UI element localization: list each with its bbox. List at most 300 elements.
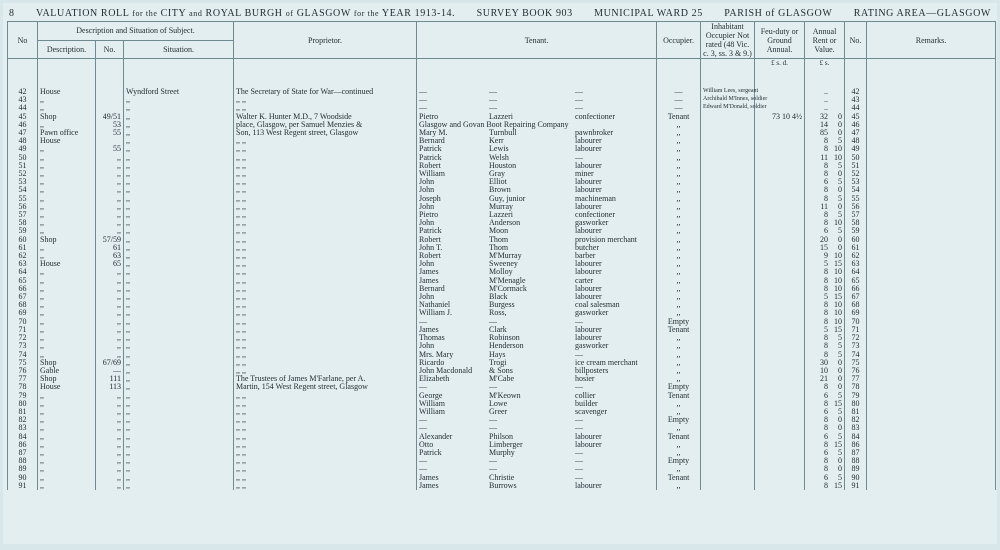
tenant-occupation: — <box>575 456 584 466</box>
tenant-first-name: John <box>419 341 435 351</box>
row-number-right: 45 <box>845 113 867 121</box>
rent-pounds: 8 <box>824 300 829 310</box>
row-tenant <box>417 375 657 383</box>
rent-shillings: 5 <box>838 406 843 416</box>
row-tenant <box>417 433 657 441</box>
row-number-right: 59 <box>845 227 867 235</box>
row-feu-duty <box>755 268 805 276</box>
row-number: 57 <box>8 211 38 219</box>
row-remarks <box>867 154 996 162</box>
row-remarks <box>867 121 996 129</box>
row-feu-duty <box>755 334 805 342</box>
row-situation: ,, <box>124 252 234 260</box>
rent-pounds: 8 <box>824 423 829 433</box>
row-remarks <box>867 301 996 309</box>
row-description: ,, <box>38 219 96 227</box>
tenant-first-name: James <box>419 324 439 334</box>
tenant-surname: Thom <box>489 234 509 244</box>
row-remarks <box>867 326 996 334</box>
rent-pounds: 14 <box>820 119 829 129</box>
row-remarks <box>867 392 996 400</box>
row-street-number: ,, <box>96 195 124 203</box>
row-occupier: ,, <box>657 154 701 162</box>
rent-pounds: 6 <box>824 406 829 416</box>
rent-pounds: 6 <box>824 431 829 441</box>
row-situation: ,, <box>124 260 234 268</box>
row-occupier: Empty <box>657 457 701 465</box>
tenant-occupation: labourer <box>575 324 602 334</box>
row-number: 91 <box>8 482 38 490</box>
row-street-number: ,, <box>96 227 124 235</box>
row-remarks <box>867 367 996 375</box>
rent-pounds: 8 <box>824 439 829 449</box>
tenant-surname: Murray <box>489 201 514 211</box>
row-proprietor: ,, ,, <box>234 367 417 375</box>
rent-pounds: 30 <box>820 357 829 367</box>
row-number-right: 55 <box>845 195 867 203</box>
row-street-number: ,, <box>96 203 124 211</box>
row-situation: ,, <box>124 121 234 129</box>
row-number: 89 <box>8 465 38 473</box>
rent-shillings: 15 <box>834 398 843 408</box>
row-tenant <box>417 88 657 96</box>
tenant-surname: Robinson <box>489 333 520 343</box>
tenant-occupation: — <box>575 382 584 392</box>
row-number-right: 87 <box>845 449 867 457</box>
row-feu-duty <box>755 482 805 490</box>
row-inhabitant <box>701 441 755 449</box>
tenant-occupation: labourer <box>575 185 602 195</box>
tenant-surname: Elliot <box>489 177 507 187</box>
rent-pounds: 8 <box>824 415 829 425</box>
row-number-right: 54 <box>845 186 867 194</box>
row-occupier: ,, <box>657 293 701 301</box>
tenant-surname: — <box>489 456 498 466</box>
tenant-occupation: labourer <box>575 267 602 277</box>
tenant-surname: Welsh <box>489 152 509 162</box>
row-tenant <box>417 277 657 285</box>
row-feu-duty <box>755 219 805 227</box>
row-description: ,, <box>38 195 96 203</box>
tenant-first-name: George <box>419 390 443 400</box>
tenant-first-name: James <box>419 275 439 285</box>
row-proprietor: ,, ,, <box>234 441 417 449</box>
row-feu-duty <box>755 145 805 153</box>
row-number-right: 56 <box>845 203 867 211</box>
tenant-surname: Kerr <box>489 136 504 146</box>
row-occupier: ,, <box>657 268 701 276</box>
row-proprietor: ,, ,, <box>234 154 417 162</box>
row-tenant <box>417 400 657 408</box>
tenant-surname: Anderson <box>489 218 521 228</box>
row-remarks <box>867 252 996 260</box>
row-occupier: ,, <box>657 482 701 490</box>
title-part: CITY <box>160 7 186 19</box>
row-feu-duty <box>755 227 805 235</box>
row-occupier: Tenant <box>657 113 701 121</box>
row-tenant <box>417 457 657 465</box>
row-description: ,, <box>38 154 96 162</box>
row-number: 46 <box>8 121 38 129</box>
row-remarks <box>867 113 996 121</box>
tenant-occupation: labourer <box>575 144 602 154</box>
tenant-surname: & Sons <box>489 365 513 375</box>
row-occupier: Tenant <box>657 433 701 441</box>
row-proprietor: ,, ,, <box>234 293 417 301</box>
tenant-surname: Brown <box>489 185 511 195</box>
tenant-occupation: labourer <box>575 259 602 269</box>
row-remarks <box>867 375 996 383</box>
row-annual-rent <box>805 482 845 490</box>
title-part: ROYAL BURGH <box>205 7 283 19</box>
tenant-first-name: John Macdonald <box>419 365 473 375</box>
title-part: GLASGOW <box>296 7 351 19</box>
tenant-first-name: — <box>419 103 428 113</box>
row-tenant <box>417 170 657 178</box>
row-feu-duty <box>755 375 805 383</box>
row-number-right: 75 <box>845 359 867 367</box>
row-remarks <box>867 441 996 449</box>
row-occupier: ,, <box>657 219 701 227</box>
row-street-number: ,, <box>96 416 124 424</box>
rent-pounds: 5 <box>824 324 829 334</box>
row-number-right: 64 <box>845 268 867 276</box>
row-street-number: 53 <box>96 121 124 129</box>
row-feu-duty <box>755 383 805 391</box>
row-proprietor: ,, ,, <box>234 424 417 432</box>
row-inhabitant <box>701 219 755 227</box>
row-number: 68 <box>8 301 38 309</box>
tenant-occupation: labourer <box>575 333 602 343</box>
row-inhabitant <box>701 367 755 375</box>
row-street-number: ,, <box>96 342 124 350</box>
row-description: ,, <box>38 277 96 285</box>
row-number: 75 <box>8 359 38 367</box>
row-remarks <box>867 416 996 424</box>
row-inhabitant <box>701 211 755 219</box>
row-inhabitant <box>701 113 755 121</box>
row-inhabitant <box>701 342 755 350</box>
rent-pounds: 8 <box>824 160 829 170</box>
row-situation: ,, <box>124 203 234 211</box>
row-situation: ,, <box>124 154 234 162</box>
row-number-right: 66 <box>845 285 867 293</box>
row-tenant <box>417 252 657 260</box>
row-number: 81 <box>8 408 38 416</box>
tenant-first-name: John <box>419 177 435 187</box>
row-tenant <box>417 145 657 153</box>
row-proprietor: ,, ,, <box>234 416 417 424</box>
row-situation: ,, <box>124 416 234 424</box>
tenant-first-name: Otto <box>419 439 434 449</box>
row-number-right: 81 <box>845 408 867 416</box>
row-number-right: 76 <box>845 367 867 375</box>
row-situation: ,, <box>124 104 234 112</box>
row-feu-duty <box>755 211 805 219</box>
row-description: ,, <box>38 482 96 490</box>
row-number: 49 <box>8 145 38 153</box>
tenant-surname: Ross, <box>489 308 507 318</box>
row-feu-duty <box>755 162 805 170</box>
row-tenant <box>417 137 657 145</box>
row-street-number: ,, <box>96 293 124 301</box>
row-remarks <box>867 293 996 301</box>
row-description: ,, <box>38 351 96 359</box>
row-feu-duty <box>755 178 805 186</box>
tenant-occupation: carter <box>575 275 594 285</box>
rent-shillings: 5 <box>838 136 843 146</box>
rent-shillings: 0 <box>838 464 843 474</box>
row-feu-duty <box>755 236 805 244</box>
rent-shillings: 15 <box>834 259 843 269</box>
row-number: 53 <box>8 178 38 186</box>
row-number: 83 <box>8 424 38 432</box>
row-tenant <box>417 96 657 104</box>
row-description: ,, <box>38 408 96 416</box>
row-number: 42 <box>8 88 38 96</box>
row-number: 63 <box>8 260 38 268</box>
municipal-ward: MUNICIPAL WARD 25 <box>594 7 703 19</box>
row-tenant <box>417 441 657 449</box>
row-number: 45 <box>8 113 38 121</box>
row-number-right: 49 <box>845 145 867 153</box>
tenant-surname: Molloy <box>489 267 513 277</box>
rent-shillings: 10 <box>834 218 843 228</box>
rent-pounds: 6 <box>824 226 829 236</box>
row-proprietor: ,, ,, <box>234 449 417 457</box>
row-feu-duty <box>755 400 805 408</box>
tenant-first-name: John <box>419 201 435 211</box>
tenant-first-name: Patrick <box>419 144 442 154</box>
row-situation: ,, <box>124 178 234 186</box>
row-feu-duty <box>755 244 805 252</box>
row-remarks <box>867 318 996 326</box>
rent-shillings: 5 <box>838 210 843 220</box>
row-street-number: ,, <box>96 433 124 441</box>
rent-pounds: 8 <box>824 333 829 343</box>
tenant-occupation: labourer <box>575 177 602 187</box>
row-occupier: ,, <box>657 252 701 260</box>
tenant-first-name: John <box>419 218 435 228</box>
row-occupier: ,, <box>657 449 701 457</box>
row-feu-duty <box>755 424 805 432</box>
row-feu-duty <box>755 260 805 268</box>
row-tenant <box>417 285 657 293</box>
row-number: 79 <box>8 392 38 400</box>
row-proprietor: ,, ,, <box>234 482 417 490</box>
tenant-surname: Trogi <box>489 357 507 367</box>
tenant-first-name: Patrick <box>419 152 442 162</box>
row-proprietor: ,, ,, <box>234 457 417 465</box>
row-occupier: ,, <box>657 129 701 137</box>
row-proprietor: ,, ,, <box>234 285 417 293</box>
row-street-number: ,, <box>96 400 124 408</box>
row-inhabitant <box>701 285 755 293</box>
row-situation: ,, <box>124 474 234 482</box>
tenant-surname: Hays <box>489 349 506 359</box>
row-number-right: 42 <box>845 88 867 96</box>
row-number: 72 <box>8 334 38 342</box>
rent-pounds: 8 <box>824 185 829 195</box>
rent-pounds: 5 <box>824 259 829 269</box>
row-number-right: 47 <box>845 129 867 137</box>
tenant-first-name: Robert <box>419 160 441 170</box>
row-occupier: ,, <box>657 277 701 285</box>
row-number-right: 50 <box>845 154 867 162</box>
tenant-surname: Clark <box>489 324 507 334</box>
row-street-number: ,, <box>96 441 124 449</box>
tenant-surname: Thom <box>489 242 509 252</box>
row-proprietor: The Trustees of James M'Farlane, per A. <box>234 375 417 383</box>
row-feu-duty <box>755 309 805 317</box>
row-occupier: ,, <box>657 195 701 203</box>
row-description: ,, <box>38 326 96 334</box>
row-feu-duty <box>755 293 805 301</box>
row-inhabitant <box>701 351 755 359</box>
row-feu-duty <box>755 351 805 359</box>
col-situation: Situation. <box>124 40 234 59</box>
row-number: 48 <box>8 137 38 145</box>
row-tenant <box>417 383 657 391</box>
row-street-number: — <box>96 367 124 375</box>
row-description: ,, <box>38 334 96 342</box>
rent-shillings: 10 <box>834 275 843 285</box>
row-occupier: Empty <box>657 416 701 424</box>
row-proprietor: ,, ,, <box>234 392 417 400</box>
rent-pounds: 21 <box>820 374 829 384</box>
table-row <box>8 408 996 416</box>
tenant-occupation: — <box>575 464 584 474</box>
row-remarks <box>867 400 996 408</box>
rent-pounds: 8 <box>824 283 829 293</box>
row-number-right: 65 <box>845 277 867 285</box>
row-number: 74 <box>8 351 38 359</box>
row-description: Shop <box>38 236 96 244</box>
tenant-occupation: labourer <box>575 292 602 302</box>
row-occupier: ,, <box>657 465 701 473</box>
row-occupier: ,, <box>657 309 701 317</box>
row-feu-duty <box>755 318 805 326</box>
rent-shillings: 0 <box>838 415 843 425</box>
row-description: ,, <box>38 342 96 350</box>
row-situation: ,, <box>124 227 234 235</box>
row-description: ,, <box>38 318 96 326</box>
row-description: ,, <box>38 309 96 317</box>
row-number-right: 80 <box>845 400 867 408</box>
tenant-occupation: hosier <box>575 374 595 384</box>
row-inhabitant <box>701 424 755 432</box>
row-feu-duty <box>755 154 805 162</box>
rent-shillings: 5 <box>838 160 843 170</box>
rent-pounds: 11 <box>820 201 829 211</box>
row-occupier: ,, <box>657 342 701 350</box>
row-remarks <box>867 145 996 153</box>
row-proprietor: ,, ,, <box>234 408 417 416</box>
row-remarks <box>867 170 996 178</box>
row-number: 62 <box>8 252 38 260</box>
row-tenant <box>417 482 657 490</box>
tenant-occupation: — <box>575 152 584 162</box>
row-description: House <box>38 383 96 391</box>
row-tenant <box>417 416 657 424</box>
row-number: 69 <box>8 309 38 317</box>
col-number: No. <box>96 40 124 59</box>
tenant-occupation: coal salesman <box>575 300 620 310</box>
units-row <box>8 59 996 69</box>
title-part: of <box>285 8 294 18</box>
row-occupier: ,, <box>657 260 701 268</box>
row-feu-duty <box>755 392 805 400</box>
tenant-surname: Christie <box>489 472 515 482</box>
table-row <box>8 88 996 96</box>
row-inhabitant <box>701 334 755 342</box>
rent-pounds: 6 <box>824 472 829 482</box>
row-description: House <box>38 137 96 145</box>
rent-pounds: 8 <box>824 382 829 392</box>
row-feu-duty <box>755 285 805 293</box>
row-number: 80 <box>8 400 38 408</box>
row-description: ,, <box>38 162 96 170</box>
rent-shillings: 10 <box>834 251 843 261</box>
rent-pounds: 8 <box>824 349 829 359</box>
row-remarks <box>867 96 996 104</box>
row-street-number: ,, <box>96 334 124 342</box>
tenant-surname: Lowe <box>489 398 508 408</box>
tenant-first-name: William <box>419 406 445 416</box>
row-proprietor: ,, ,, <box>234 145 417 153</box>
row-situation: ,, <box>124 145 234 153</box>
rent-shillings: 5 <box>838 349 843 359</box>
row-feu-duty <box>755 277 805 285</box>
rent-pounds: 8 <box>824 316 829 326</box>
row-occupier: — <box>657 96 701 104</box>
tenant-surname: Moon <box>489 226 509 236</box>
row-inhabitant <box>701 293 755 301</box>
tenant-occupation: labourer <box>575 283 602 293</box>
col-no-right: No. <box>845 22 867 59</box>
rent-pounds: 6 <box>824 390 829 400</box>
tenant-first-name: Bernard <box>419 136 445 146</box>
row-inhabitant <box>701 416 755 424</box>
row-number-right: 88 <box>845 457 867 465</box>
tenant-surname: — <box>489 316 498 326</box>
row-number: 78 <box>8 383 38 391</box>
row-inhabitant <box>701 465 755 473</box>
row-tenant <box>417 301 657 309</box>
row-situation: ,, <box>124 359 234 367</box>
row-situation: ,, <box>124 129 234 137</box>
row-street-number: ,, <box>96 457 124 465</box>
row-description: Pawn office <box>38 129 96 137</box>
table-row <box>8 482 996 490</box>
row-tenant <box>417 104 657 112</box>
row-feu-duty <box>755 203 805 211</box>
row-number-right: 60 <box>845 236 867 244</box>
tenant-surname: Lewis <box>489 144 509 154</box>
rent-shillings: 15 <box>834 324 843 334</box>
tenant-surname: Burgess <box>489 300 515 310</box>
row-number-right: 69 <box>845 309 867 317</box>
row-inhabitant <box>701 121 755 129</box>
row-remarks <box>867 268 996 276</box>
row-feu-duty <box>755 433 805 441</box>
row-description: ,, <box>38 433 96 441</box>
tenant-surname: — <box>489 464 498 474</box>
row-occupier: ,, <box>657 227 701 235</box>
tenant-first-name: Mary M. <box>419 128 448 138</box>
row-proprietor: ,, ,, <box>234 162 417 170</box>
row-situation: ,, <box>124 113 234 121</box>
